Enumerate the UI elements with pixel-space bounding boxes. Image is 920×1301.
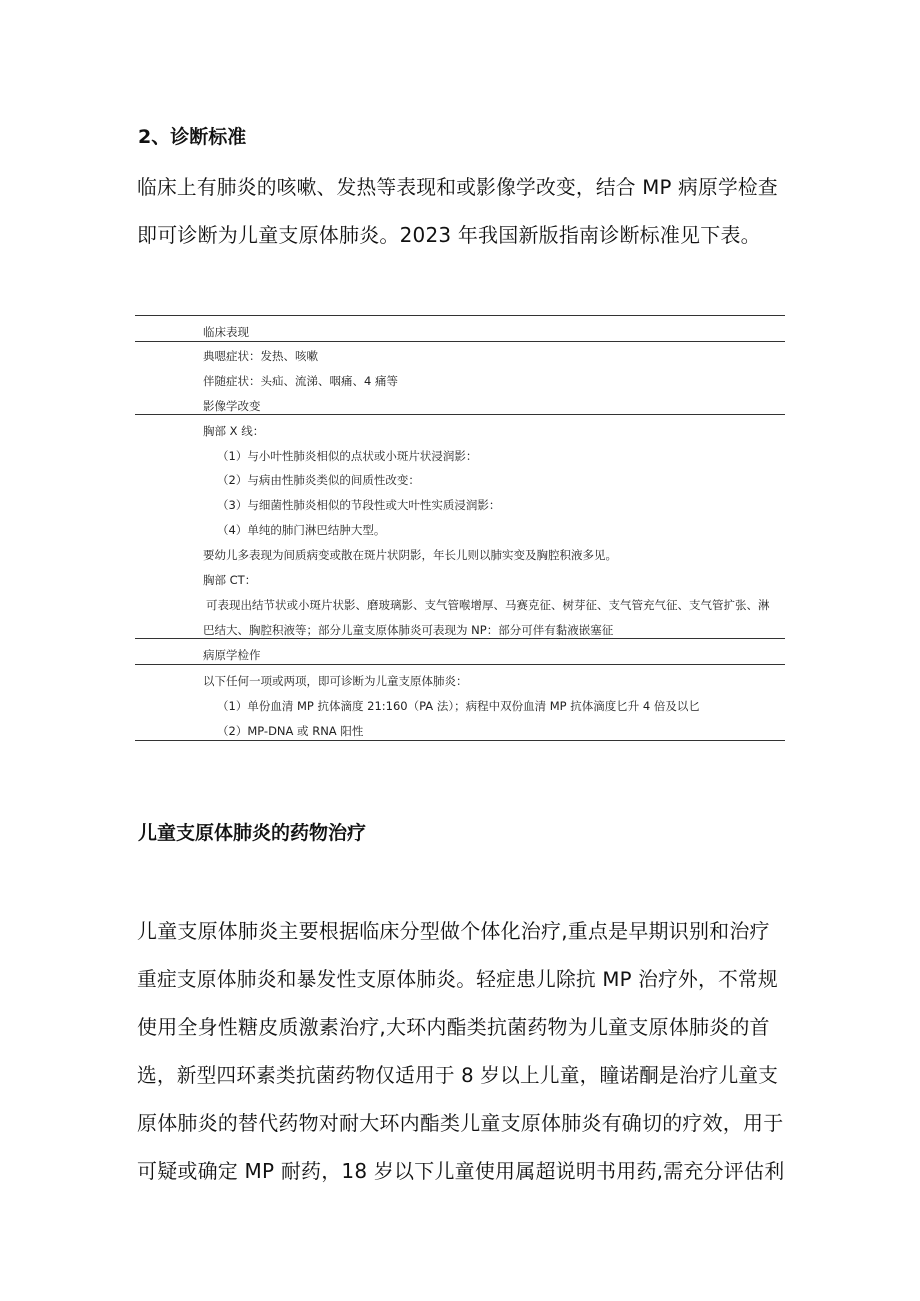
table-row: 影像学改变 [203, 399, 261, 413]
section-heading-drug-therapy: 儿童支原体肺炎的药物治疗 [138, 822, 367, 844]
table-row: （2）MP-DNA 或 RNA 阳性 [217, 724, 364, 738]
section-heading-diagnosis: 2、诊断标准 [138, 126, 247, 148]
table-row: 临床表现 [203, 325, 249, 339]
paragraph-line: 使用全身性糖皮质激素治疗,大环内酯类抗菌药物为儿童支原体肺炎的首 [137, 1015, 770, 1039]
table-row: 胸部 CT： [203, 573, 257, 587]
table-row: 伴随症状：头疝、流涕、咽痛、4 痛等 [203, 374, 398, 388]
table-row: 以下任何一项或两项，即可诊断为儿童支原体肺炎： [203, 674, 468, 688]
paragraph-line: 重症支原体肺炎和暴发性支原体肺炎。轻症患儿除抗 MP 治疗外，不常规 [137, 968, 778, 991]
paragraph-line: 即可诊断为儿童支原体肺炎。2023 年我国新版指南诊断标准见下表。 [137, 223, 761, 247]
table-row: 胸部 X 线： [203, 424, 265, 438]
table-rule [135, 638, 785, 639]
table-row: 巴结大、胸腔积液等；部分儿童支原体肺炎可表现为 NP：部分可伴有黏液嵌塞征 [203, 623, 614, 637]
table-row: 可表现出结节状或小斑片状影、磨玻璃影、支气管喉增厚、马赛克征、树芽征、支气管充气征、支气管扩张、淋 [206, 598, 770, 612]
table-rule [135, 740, 785, 741]
paragraph-line: 原体肺炎的替代药物对耐大环内酯类儿童支原体肺炎有确切的疗效，用于 [137, 1111, 784, 1135]
table-row: （2）与病由性肺炎类似的间质性改变： [217, 473, 420, 487]
table-row: （1）与小叶性肺炎相似的点状或小斑片状浸润影： [217, 449, 478, 463]
table-row: （3）与细菌性肺炎相似的节段性或大叶性实质浸润影： [217, 498, 501, 512]
paragraph-line: 临床上有肺炎的咳嗽、发热等表现和或影像学改变，结合 MP 病原学检查 [137, 176, 778, 199]
table-row: 典嗯症状：发热、咳嗽 [203, 349, 318, 363]
table-rule [135, 664, 785, 665]
table-rule [135, 414, 785, 415]
paragraph-line: 可疑或确定 MP 耐药，18 岁以下儿童使用属超说明书用药,需充分评估利 [137, 1159, 785, 1183]
table-rule [135, 315, 785, 316]
table-row: 要幼儿多表现为间质病变或散在斑片状阴影，年长儿则以肺实变及胸腔积液多见。 [203, 548, 617, 562]
table-row: 病原学检作 [203, 648, 261, 662]
paragraph-line: 选，新型四环素类抗菌药物仅适用于 8 岁以上儿童，瞳诺酮是治疗儿童支 [137, 1064, 779, 1087]
paragraph-line: 儿童支原体肺炎主要根据临床分型做个体化治疗,重点是早期识别和治疗 [137, 919, 770, 943]
table-rule [135, 341, 785, 342]
table-row: （4）单纯的肺门淋巴结肿大型。 [217, 523, 386, 537]
table-row: （1）单份血清 MP 抗体滴度 21:160（PA 法）；病程中双份血清 MP 抗体滴度匕升 4 倍及以匕 [217, 699, 700, 713]
